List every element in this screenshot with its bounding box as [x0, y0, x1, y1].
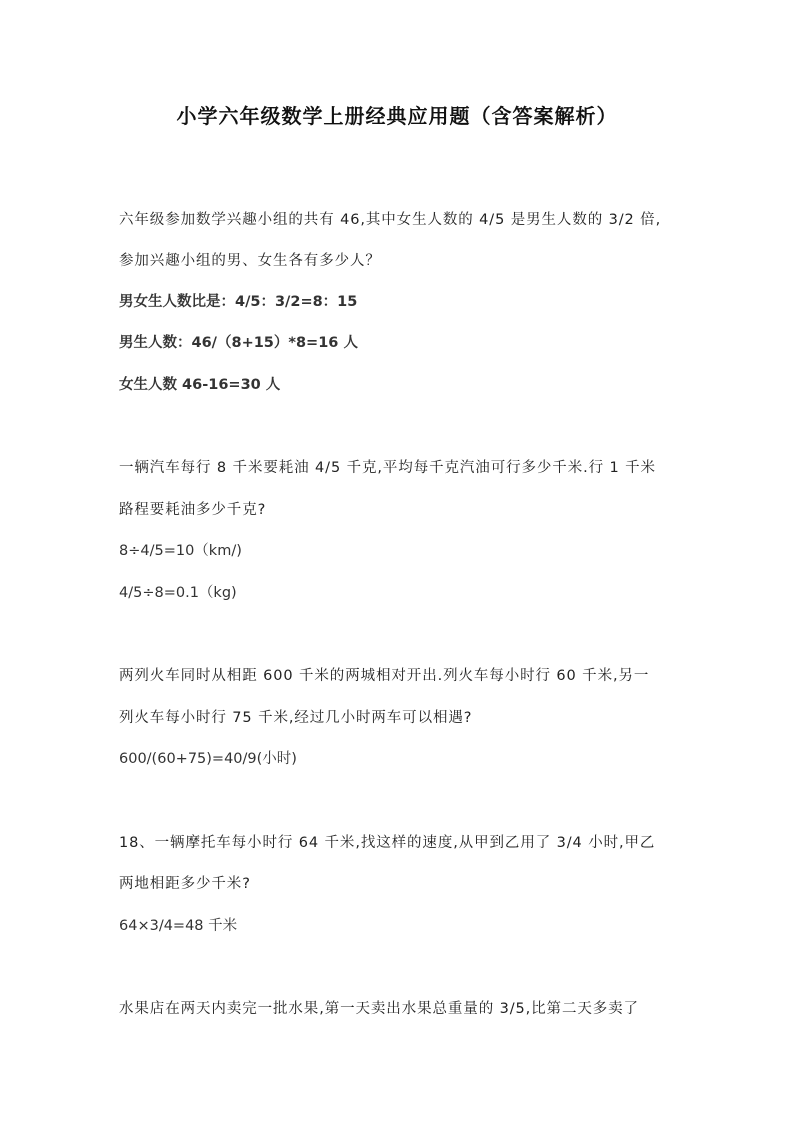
- page-title: 小学六年级数学上册经典应用题（含答案解析）: [176, 104, 618, 128]
- problem-1-question-line-2: 参加兴趣小组的男、女生各有多少人？: [119, 253, 381, 269]
- problem-4-answer-line-1: 64×3/4=48 千米: [119, 918, 238, 934]
- problem-3-question-line-2: 列火车每小时行 75 千米,经过几小时两车可以相遇?: [119, 710, 473, 726]
- problem-4-question-line-2: 两地相距多少千米?: [119, 876, 251, 892]
- problem-1-answer-line-2: 男生人数：46/（8+15）*8=16 人: [119, 335, 358, 351]
- problem-4-question-line-1: 18、一辆摩托车每小时行 64 千米,找这样的速度,从甲到乙用了 3/4 小时,甲乙: [119, 835, 656, 851]
- problem-3-question-line-1: 两列火车同时从相距 600 千米的两城相对开出.列火车每小时行 60 千米,另一: [119, 668, 650, 684]
- problem-3-answer-line-1: 600/(60+75)=40/9(小时): [119, 751, 297, 767]
- problem-2-answer-line-2: 4/5÷8=0.1（kg): [119, 585, 237, 601]
- problem-1-question-line-1: 六年级参加数学兴趣小组的共有 46,其中女生人数的 4/5 是男生人数的 3/2 倍,: [119, 212, 662, 228]
- problem-1-answer-line-1: 男女生人数比是：4/5：3/2=8：15: [119, 294, 358, 310]
- problem-2-question-line-1: 一辆汽车每行 8 千米要耗油 4/5 千克,平均每千克汽油可行多少千米.行 1 千米: [119, 460, 656, 476]
- problem-1-answer-line-3: 女生人数 46-16=30 人: [119, 377, 281, 393]
- problem-2-answer-line-1: 8÷4/5=10（km/): [119, 543, 242, 559]
- problem-2-question-line-2: 路程要耗油多少千克?: [119, 502, 267, 518]
- problem-5-question-line-1: 水果店在两天内卖完一批水果,第一天卖出水果总重量的 3/5,比第二天多卖了: [119, 1001, 639, 1017]
